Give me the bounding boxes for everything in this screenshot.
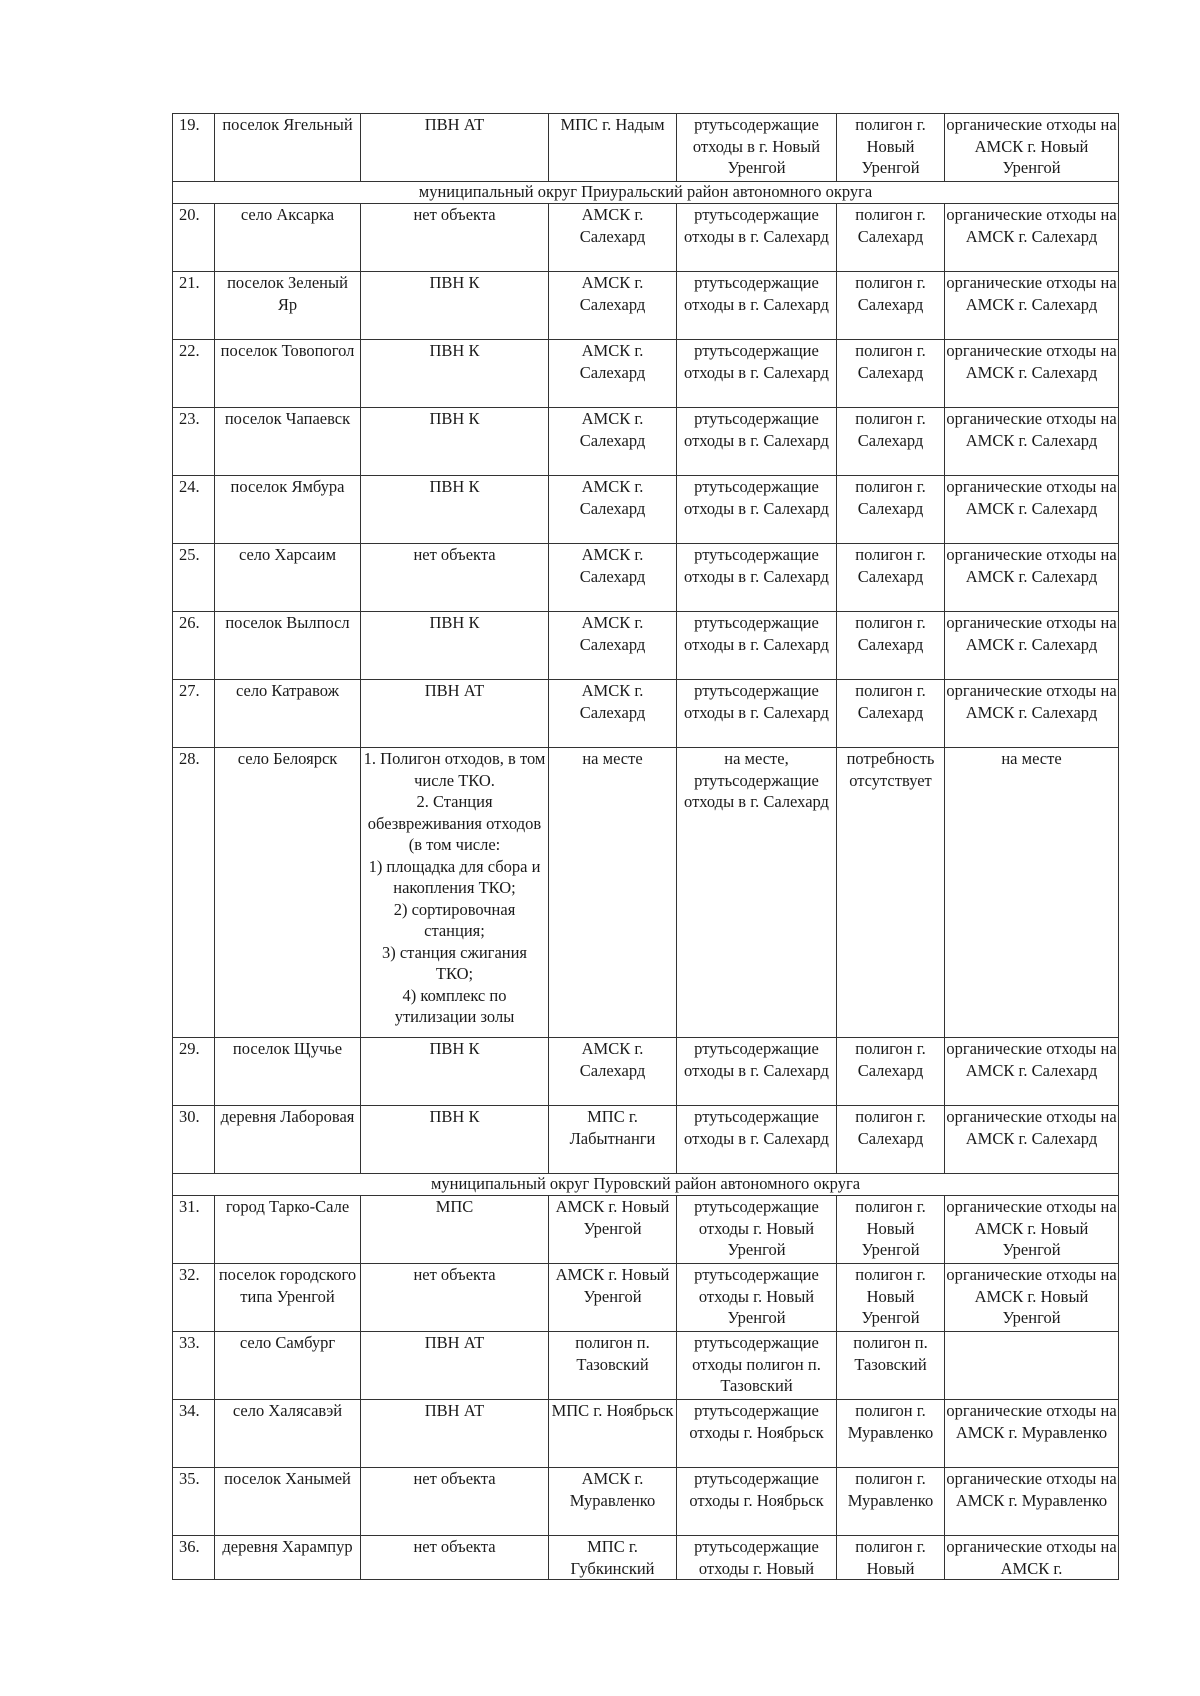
- facility-object: ПВН К: [361, 408, 549, 476]
- row-number: 29.: [173, 1038, 215, 1106]
- collection-point: МПС г. Надым: [549, 114, 677, 182]
- mercury-waste-destination: ртутьсодержащие отходы в г. Салехард: [677, 680, 837, 748]
- landfill-destination: полигон г. Салехард: [837, 1038, 945, 1106]
- facility-object: ПВН К: [361, 1106, 549, 1174]
- row-number: 32.: [173, 1264, 215, 1332]
- table-row: [173, 1196, 1119, 1264]
- section-title: муниципальный округ Приуральский район автономного округа: [173, 182, 1119, 204]
- collection-point: АМСК г. Муравленко: [549, 1468, 677, 1536]
- collection-point: АМСК г. Салехард: [549, 340, 677, 408]
- facility-object: нет объекта: [361, 1264, 549, 1332]
- facility-object: нет объекта: [361, 204, 549, 272]
- facility-object: ПВН К: [361, 612, 549, 680]
- organic-waste-destination: органические отходы на АМСК г. Салехард: [945, 680, 1119, 748]
- landfill-destination: полигон г. Новый Уренгой: [837, 1264, 945, 1332]
- table-row: [173, 1264, 1119, 1332]
- settlement-name: деревня Харампур: [215, 1536, 361, 1580]
- row-number: 22.: [173, 340, 215, 408]
- collection-point: МПС г. Губкинский: [549, 1536, 677, 1580]
- landfill-destination: полигон г. Салехард: [837, 544, 945, 612]
- organic-waste-destination: органические отходы на АМСК г. Салехард: [945, 340, 1119, 408]
- collection-point: АМСК г. Новый Уренгой: [549, 1196, 677, 1264]
- settlement-name: поселок Ханымей: [215, 1468, 361, 1536]
- organic-waste-destination: органические отходы на АМСК г. Салехард: [945, 204, 1119, 272]
- organic-waste-destination: органические отходы на АМСК г. Салехард: [945, 408, 1119, 476]
- facility-object: ПВН АТ: [361, 1400, 549, 1468]
- landfill-destination: полигон г. Салехард: [837, 408, 945, 476]
- collection-point: полигон п. Тазовский: [549, 1332, 677, 1400]
- settlement-name: село Белоярск: [215, 748, 361, 1038]
- settlement-name: поселок городского типа Уренгой: [215, 1264, 361, 1332]
- row-number: 19.: [173, 114, 215, 182]
- table-row: [173, 408, 1119, 476]
- organic-waste-destination: органические отходы на АМСК г.: [946, 1537, 1117, 1578]
- organic-waste-destination: органические отходы на АМСК г. Новый Уренгой: [945, 1264, 1119, 1332]
- table-row: [173, 204, 1119, 272]
- landfill-destination: полигон г. Салехард: [837, 204, 945, 272]
- mercury-waste-destination: ртутьсодержащие отходы в г. Салехард: [677, 204, 837, 272]
- mercury-waste-destination: ртутьсодержащие отходы в г. Салехард: [677, 1106, 837, 1174]
- settlement-name: деревня Лаборовая: [215, 1106, 361, 1174]
- waste-facilities-table: [172, 113, 1119, 1580]
- landfill-destination: полигон г. Муравленко: [837, 1400, 945, 1468]
- facility-object: ПВН АТ: [361, 1332, 549, 1400]
- settlement-name: поселок Ягельный: [215, 114, 361, 182]
- table-row: [173, 340, 1119, 408]
- mercury-waste-destination: ртутьсодержащие отходы в г. Салехард: [677, 272, 837, 340]
- landfill-destination: полигон г. Муравленко: [837, 1468, 945, 1536]
- table-row: [173, 544, 1119, 612]
- organic-waste-destination: органические отходы на АМСК г. Салехард: [945, 612, 1119, 680]
- organic-waste-destination: органические отходы на АМСК г. Салехард: [945, 1038, 1119, 1106]
- facility-object: ПВН К: [361, 340, 549, 408]
- section-title: муниципальный округ Пуровский район автономного округа: [173, 1174, 1119, 1196]
- table-row: [173, 476, 1119, 544]
- settlement-name: поселок Товопогол: [215, 340, 361, 408]
- facility-object: нет объекта: [361, 544, 549, 612]
- row-number: 26.: [173, 612, 215, 680]
- table-row: [173, 1468, 1119, 1536]
- settlement-name: село Самбург: [215, 1332, 361, 1400]
- mercury-waste-destination: ртутьсодержащие отходы в г. Салехард: [677, 612, 837, 680]
- collection-point: АМСК г. Салехард: [549, 204, 677, 272]
- settlement-name: село Катравож: [215, 680, 361, 748]
- table-row: [173, 272, 1119, 340]
- landfill-destination: полигон п. Тазовский: [837, 1332, 945, 1400]
- landfill-destination: полигон г. Салехард: [837, 1106, 945, 1174]
- collection-point: АМСК г. Салехард: [549, 1038, 677, 1106]
- landfill-destination: полигон г. Салехард: [837, 680, 945, 748]
- landfill-destination: полигон г. Салехард: [837, 476, 945, 544]
- facility-object: нет объекта: [361, 1536, 549, 1580]
- organic-waste-destination: на месте: [945, 748, 1119, 1038]
- mercury-waste-destination: ртутьсодержащие отходы полигон п. Тазовский: [677, 1332, 837, 1400]
- collection-point: АМСК г. Новый Уренгой: [549, 1264, 677, 1332]
- table-row: [173, 748, 1119, 1038]
- collection-point: АМСК г. Салехард: [549, 272, 677, 340]
- collection-point: МПС г. Лабытнанги: [549, 1106, 677, 1174]
- facility-object: ПВН АТ: [361, 680, 549, 748]
- section-header-row: [173, 182, 1119, 204]
- landfill-destination: полигон г. Салехард: [837, 340, 945, 408]
- settlement-name: поселок Зеленый Яр: [215, 272, 361, 340]
- row-number: 24.: [173, 476, 215, 544]
- mercury-waste-destination: ртутьсодержащие отходы в г. Салехард: [677, 544, 837, 612]
- table-row: [173, 612, 1119, 680]
- organic-waste-destination: органические отходы на АМСК г. Новый Уренгой: [945, 1196, 1119, 1264]
- row-number: 28.: [173, 748, 215, 1038]
- row-number: 27.: [173, 680, 215, 748]
- section-header-row: [173, 1174, 1119, 1196]
- settlement-name: село Халясавэй: [215, 1400, 361, 1468]
- collection-point: МПС г. Ноябрьск: [549, 1400, 677, 1468]
- collection-point: АМСК г. Салехард: [549, 612, 677, 680]
- facility-object: ПВН АТ: [361, 114, 549, 182]
- settlement-name: город Тарко-Сале: [215, 1196, 361, 1264]
- mercury-waste-destination: ртутьсодержащие отходы в г. Салехард: [677, 1038, 837, 1106]
- mercury-waste-destination: ртутьсодержащие отходы г. Новый: [677, 1536, 837, 1580]
- landfill-destination: полигон г. Салехард: [837, 272, 945, 340]
- table-row: [173, 1106, 1119, 1174]
- mercury-waste-destination: ртутьсодержащие отходы в г. Салехард: [677, 408, 837, 476]
- mercury-waste-destination: ртутьсодержащие отходы в г. Новый Уренгой: [677, 114, 837, 182]
- landfill-destination: потребность отсутствует: [837, 748, 945, 1038]
- landfill-destination: полигон г. Новый Уренгой: [837, 114, 945, 182]
- facility-object: ПВН К: [361, 1038, 549, 1106]
- row-number: 34.: [173, 1400, 215, 1468]
- collection-point: АМСК г. Салехард: [549, 680, 677, 748]
- table-row: [173, 114, 1119, 182]
- settlement-name: поселок Ямбура: [215, 476, 361, 544]
- row-number: 35.: [173, 1468, 215, 1536]
- row-number: 25.: [173, 544, 215, 612]
- landfill-destination: полигон г. Новый Уренгой: [837, 1196, 945, 1264]
- row-number: 33.: [173, 1332, 215, 1400]
- table-row: [173, 1536, 1119, 1580]
- table-row: [173, 680, 1119, 748]
- collection-point: АМСК г. Салехард: [549, 544, 677, 612]
- organic-waste-destination: органические отходы на АМСК г. Салехард: [945, 476, 1119, 544]
- collection-point: АМСК г. Салехард: [549, 476, 677, 544]
- table-row: [173, 1332, 1119, 1400]
- row-number: 31.: [173, 1196, 215, 1264]
- mercury-waste-destination: ртутьсодержащие отходы г. Новый Уренгой: [677, 1264, 837, 1332]
- mercury-waste-destination: ртутьсодержащие отходы г. Ноябрьск: [677, 1468, 837, 1536]
- row-number: 21.: [173, 272, 215, 340]
- organic-waste-destination: органические отходы на АМСК г. Муравленко: [945, 1400, 1119, 1468]
- collection-point: на месте: [549, 748, 677, 1038]
- mercury-waste-destination: ртутьсодержащие отходы в г. Салехард: [677, 340, 837, 408]
- settlement-name: поселок Чапаевск: [215, 408, 361, 476]
- landfill-destination: полигон г. Новый: [837, 1536, 945, 1580]
- mercury-waste-destination: на месте, ртутьсодержащие отходы в г. Салехард: [677, 748, 837, 1038]
- landfill-destination: полигон г. Салехард: [837, 612, 945, 680]
- facility-object: МПС: [361, 1196, 549, 1264]
- mercury-waste-destination: ртутьсодержащие отходы г. Новый Уренгой: [677, 1196, 837, 1264]
- mercury-waste-destination: ртутьсодержащие отходы в г. Салехард: [677, 476, 837, 544]
- row-number: 20.: [173, 204, 215, 272]
- organic-waste-destination: органические отходы на АМСК г. Салехард: [945, 272, 1119, 340]
- organic-waste-destination: органические отходы на АМСК г. Новый Уренгой: [945, 114, 1119, 182]
- facility-object: 1. Полигон отходов, в том числе ТКО. 2. Станция обезвреживания отходов (в том числе: 1) площадка для сбора и накопления ТКО; 2) сортировочная станция; 3) станция сжигания ТКО; 4) комплекс по утилизации золы: [361, 748, 549, 1038]
- settlement-name: поселок Вылпосл: [215, 612, 361, 680]
- organic-waste-destination: органические отходы на АМСК г. Муравленко: [945, 1468, 1119, 1536]
- organic-waste-destination: органические отходы на АМСК г. Салехард: [945, 544, 1119, 612]
- facility-object: ПВН К: [361, 272, 549, 340]
- settlement-name: село Харсаим: [215, 544, 361, 612]
- row-number: 23.: [173, 408, 215, 476]
- organic-waste-destination: органические отходы на АМСК г. Салехард: [945, 1106, 1119, 1174]
- settlement-name: поселок Щучье: [215, 1038, 361, 1106]
- mercury-waste-destination: ртутьсодержащие отходы г. Ноябрьск: [677, 1400, 837, 1468]
- organic-waste-destination: [945, 1332, 1119, 1400]
- row-number: 30.: [173, 1106, 215, 1174]
- table-row: [173, 1038, 1119, 1106]
- collection-point: АМСК г. Салехард: [549, 408, 677, 476]
- facility-object: нет объекта: [361, 1468, 549, 1536]
- table-row: [173, 1400, 1119, 1468]
- settlement-name: село Аксарка: [215, 204, 361, 272]
- row-number: 36.: [173, 1536, 215, 1580]
- facility-object: ПВН К: [361, 476, 549, 544]
